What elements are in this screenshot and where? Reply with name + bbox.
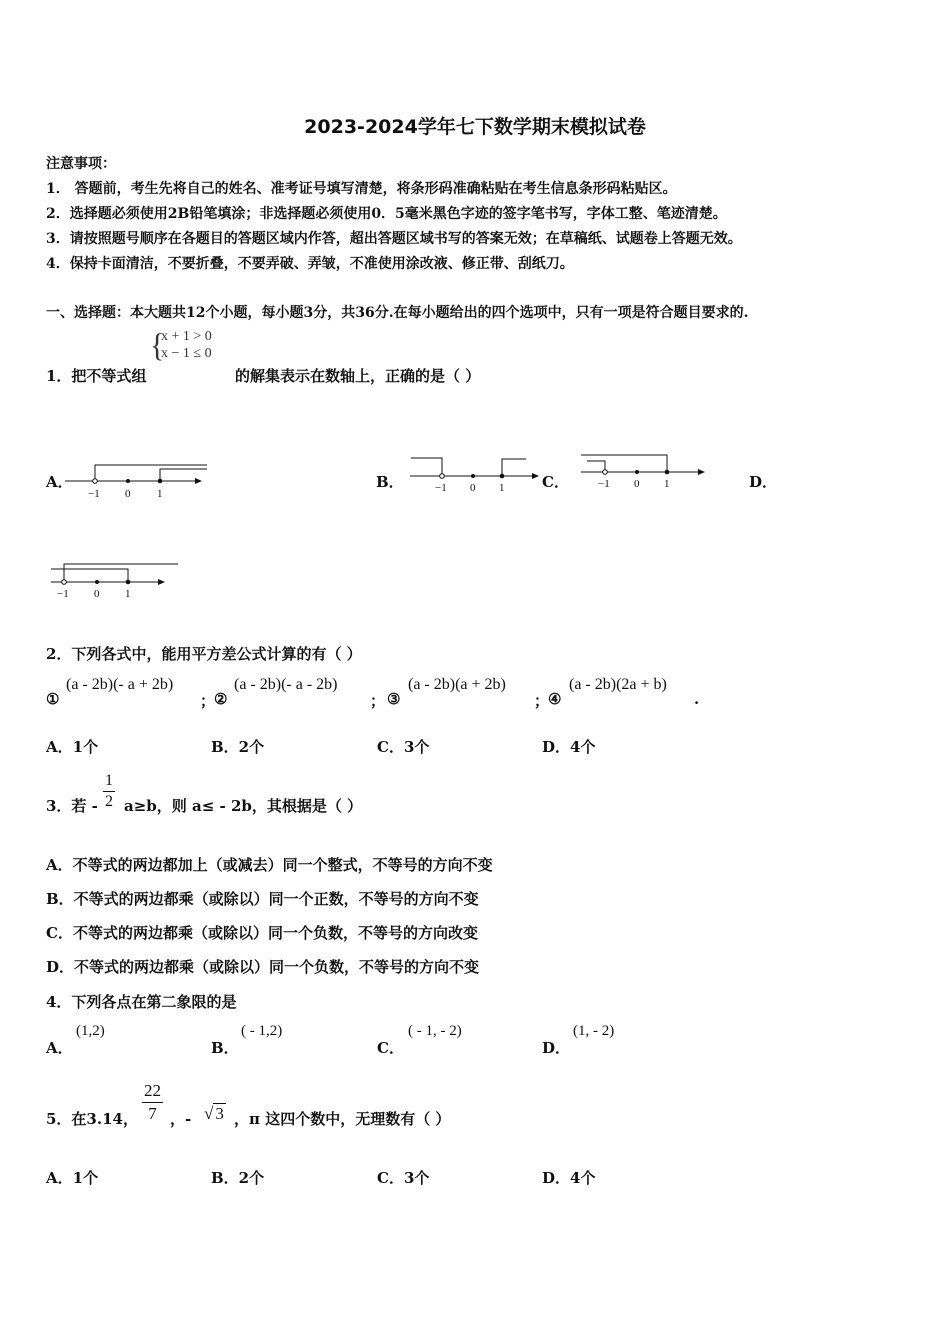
q5-suffix: ，π 这四个数中，无理数有（ ）: [234, 1110, 451, 1128]
notice-item-1: 1． 答题前，考生先将自己的姓名、准考证号填写清楚，将条形码准确粘贴在考生信息条形码粘贴区。: [46, 181, 677, 197]
q2-expr-3: (a - 2b)(a + 2b): [408, 676, 506, 693]
tick-label: 1: [664, 478, 670, 490]
tick-label: 1: [125, 588, 131, 600]
q2-option-a[interactable]: A．1个: [46, 738, 99, 756]
q1-option-c-number-line[interactable]: [576, 452, 716, 501]
q4-option-d-point[interactable]: (1, - 2): [573, 1023, 615, 1039]
q3-fraction: [103, 771, 115, 812]
q5-sqrt-radicand: 3: [215, 1104, 224, 1123]
q2-expr-4: (a - 2b)(2a + b): [569, 676, 667, 693]
notice-item-3: 3．请按照题号顺序在各题目的答题区域内作答，超出答题区域书写的答案无效；在草稿纸、试题卷上答题无效。: [46, 231, 742, 247]
q3-option-a[interactable]: A．不等式的两边都加上（或减去）同一个整式，不等号的方向不变: [46, 856, 493, 874]
q4-option-a-point[interactable]: (1,2): [76, 1023, 105, 1039]
q2-mark-4: ④: [548, 690, 562, 708]
q2-mark-2: ②: [214, 690, 228, 708]
q4-option-b-label[interactable]: B．: [211, 1039, 239, 1057]
q2-option-d[interactable]: D．4个: [542, 738, 596, 756]
q5-fraction: [142, 1080, 163, 1125]
q4-option-b-point[interactable]: ( - 1,2): [241, 1023, 283, 1039]
q5-option-d[interactable]: D．4个: [542, 1169, 596, 1187]
q3-option-c[interactable]: C．不等式的两边都乘（或除以）同一个负数，不等号的方向改变: [46, 924, 478, 942]
q3-fraction-numerator: 1: [103, 771, 115, 792]
notice-heading: 注意事项：: [46, 156, 116, 172]
q2-sep-2: ；: [370, 692, 386, 710]
q5-option-a[interactable]: A．1个: [46, 1169, 99, 1187]
q2-mark-3: ③: [387, 690, 401, 708]
tick-label: 0: [125, 488, 131, 500]
q3-fraction-denominator: 2: [105, 793, 113, 810]
q2-expr-1: (a - 2b)(- a + 2b): [66, 676, 174, 693]
tick-label: 1: [499, 482, 505, 494]
tick-label: 1: [157, 488, 163, 500]
q2-sep-3: ；: [534, 692, 550, 710]
q2-sep-1: ；: [200, 692, 216, 710]
q1-option-b-number-line[interactable]: [405, 452, 545, 501]
q1-option-a-label[interactable]: A．: [46, 473, 73, 491]
q4-option-c-label[interactable]: C．: [377, 1039, 404, 1057]
q2-mark-1: ①: [46, 690, 60, 708]
q2-option-c[interactable]: C．3个: [377, 738, 430, 756]
q5-prefix: 5．在3.14，: [46, 1110, 138, 1128]
q4-option-d-label[interactable]: D．: [542, 1039, 571, 1057]
tick-label: −1: [88, 488, 100, 500]
q3-option-b[interactable]: B．不等式的两边都乘（或除以）同一个正数，不等号的方向不变: [46, 890, 479, 908]
q5-option-c[interactable]: C．3个: [377, 1169, 430, 1187]
q2-expr-2: (a - 2b)(- a - 2b): [234, 676, 338, 693]
page-title: 2023-2024学年七下数学期末模拟试卷: [304, 116, 646, 138]
q4-stem: 4．下列各点在第二象限的是: [46, 993, 237, 1011]
q1-suffix: 的解集表示在数轴上，正确的是（ ）: [235, 367, 481, 385]
q1-option-b-label[interactable]: B．: [376, 473, 404, 491]
q1-option-d-number-line[interactable]: [46, 558, 196, 610]
q5-fraction-numerator: 22: [142, 1080, 163, 1103]
notice-item-4: 4．保持卡面清洁，不要折叠，不要弄破、弄皱，不准使用涂改液、修正带、刮纸刀。: [46, 256, 574, 272]
q3-option-d[interactable]: D．不等式的两边都乘（或除以）同一个负数，不等号的方向不变: [46, 958, 480, 976]
q1-system-row-2: x − 1 ≤ 0: [161, 346, 212, 361]
q4-option-c-point[interactable]: ( - 1, - 2): [408, 1023, 462, 1039]
tick-label: −1: [598, 478, 610, 490]
sqrt-icon: √: [204, 1104, 214, 1123]
q3-suffix: a≥b，则 a≤ - 2b，其根据是（ ）: [124, 797, 363, 815]
q2-sep-4: .: [694, 690, 700, 708]
q1-system-row-1: x + 1 > 0: [161, 329, 212, 344]
tick-label: −1: [435, 482, 447, 494]
q5-mid: ，-: [170, 1110, 192, 1128]
q2-stem: 2．下列各式中，能用平方差公式计算的有（ ）: [46, 645, 362, 663]
section-heading: 一、选择题：本大题共12个小题，每小题3分，共36分.在每小题给出的四个选项中，只有一项是符合题目要求的.: [46, 305, 749, 321]
q5-option-b[interactable]: B．2个: [211, 1169, 265, 1187]
tick-label: 0: [470, 482, 476, 494]
q1-option-c-label[interactable]: C．: [542, 473, 569, 491]
q5-fraction-denominator: 7: [148, 1104, 157, 1123]
tick-label: 0: [634, 478, 640, 490]
tick-label: 0: [94, 588, 100, 600]
q4-option-a-label[interactable]: A．: [46, 1039, 73, 1057]
q1-option-d-label[interactable]: D．: [749, 473, 778, 491]
q1-prefix: 1．把不等式组: [46, 367, 147, 385]
q5-sqrt: [204, 1104, 226, 1124]
q1-option-a-number-line[interactable]: [60, 460, 220, 509]
notice-item-2: 2．选择题必须使用2B铅笔填涂；非选择题必须使用0．5毫米黑色字迹的签字笔书写，字体工整、笔迹清楚。: [46, 206, 727, 222]
q3-prefix: 3．若 -: [46, 797, 98, 815]
tick-label: −1: [57, 588, 69, 600]
q2-option-b[interactable]: B．2个: [211, 738, 265, 756]
